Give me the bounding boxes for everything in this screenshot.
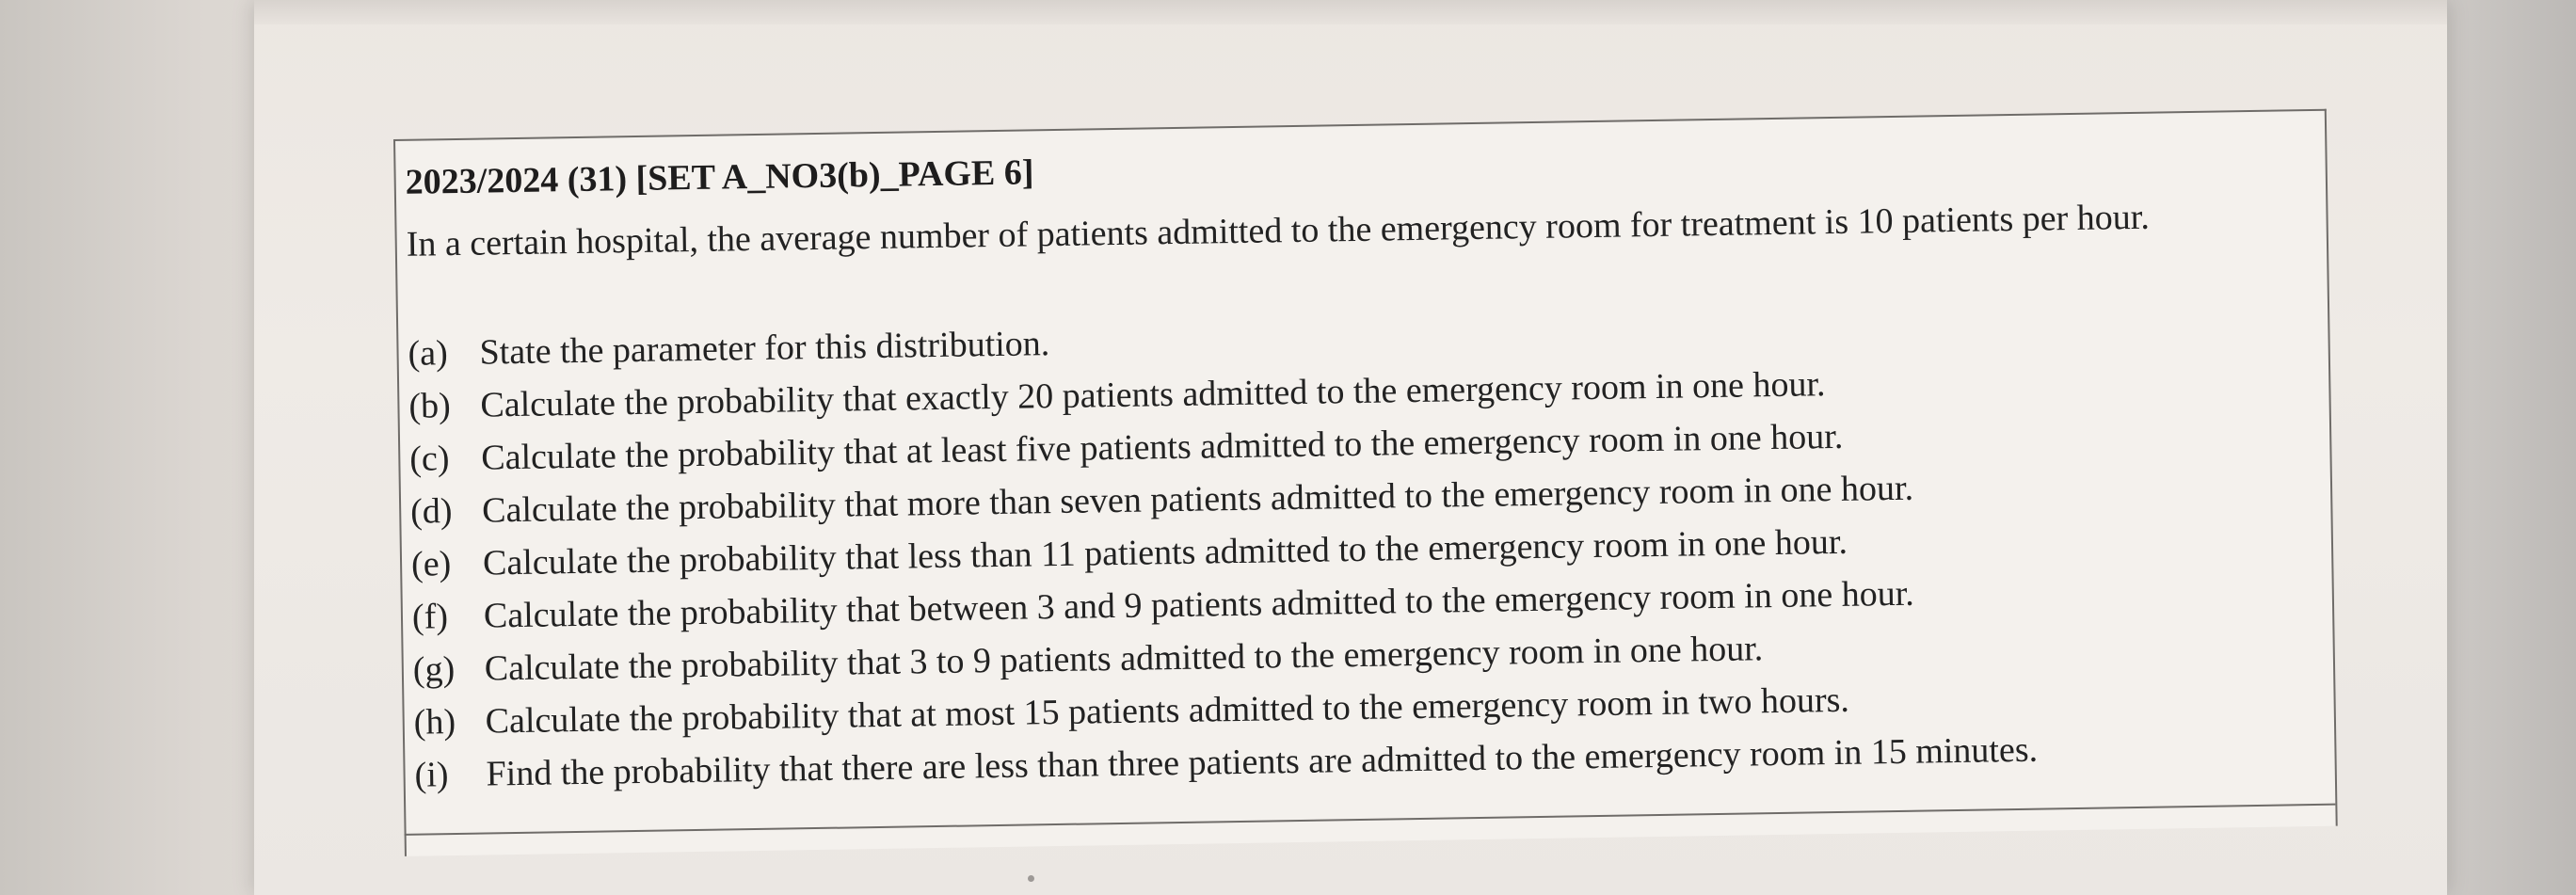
- item-text: State the parameter for this distribution.: [479, 324, 1050, 373]
- item-text: Calculate the probability that less than 11 patients admitted to the emergency room in one hour.: [482, 521, 1848, 583]
- item-text: Calculate the probability that more than seven patients admitted to the emergency room in one hour.: [481, 468, 1914, 531]
- question-intro: In a certain hospital, the average number of patients admitted to the emergency room for treatment is 10 patients per hour.: [406, 197, 2151, 264]
- item-label: (f): [411, 597, 449, 637]
- dust-mark: [1028, 875, 1034, 882]
- item-label: (b): [408, 386, 452, 426]
- item-text: Calculate the probability that at least five patients admitted to the emergency room in one hour.: [480, 416, 1844, 478]
- item-label: (g): [412, 649, 456, 690]
- item-text: Calculate the probability that at most 15 patients admitted to the emergency room in two hours.: [485, 679, 1850, 742]
- item-text: Calculate the probability that between 3 and 9 patients admitted to the emergency room in one hour.: [483, 573, 1915, 636]
- question-items-list: [408, 297, 2322, 802]
- question-title: 2023/2024 (31) [SET A_NO3(b)_PAGE 6]: [405, 152, 1034, 202]
- question-box: [393, 109, 2338, 856]
- item-label: (a): [408, 333, 449, 374]
- item-text: Find the probability that there are less than three patients are admitted to the emergency room in 15 minutes.: [486, 729, 2039, 794]
- box-bottom-rule: [405, 804, 2336, 836]
- item-label: (c): [409, 439, 450, 479]
- item-label: (h): [413, 702, 456, 743]
- item-label: (i): [414, 755, 449, 795]
- item-label: (d): [409, 491, 453, 532]
- item-text: Calculate the probability that 3 to 9 patients admitted to the emergency room in one hour.: [484, 629, 1764, 689]
- document-photo: [254, 0, 2447, 895]
- item-label: (e): [410, 544, 452, 584]
- item-text: Calculate the probability that exactly 20 patients admitted to the emergency room in one hour.: [480, 364, 1826, 425]
- screen-top-edge: [254, 0, 2447, 24]
